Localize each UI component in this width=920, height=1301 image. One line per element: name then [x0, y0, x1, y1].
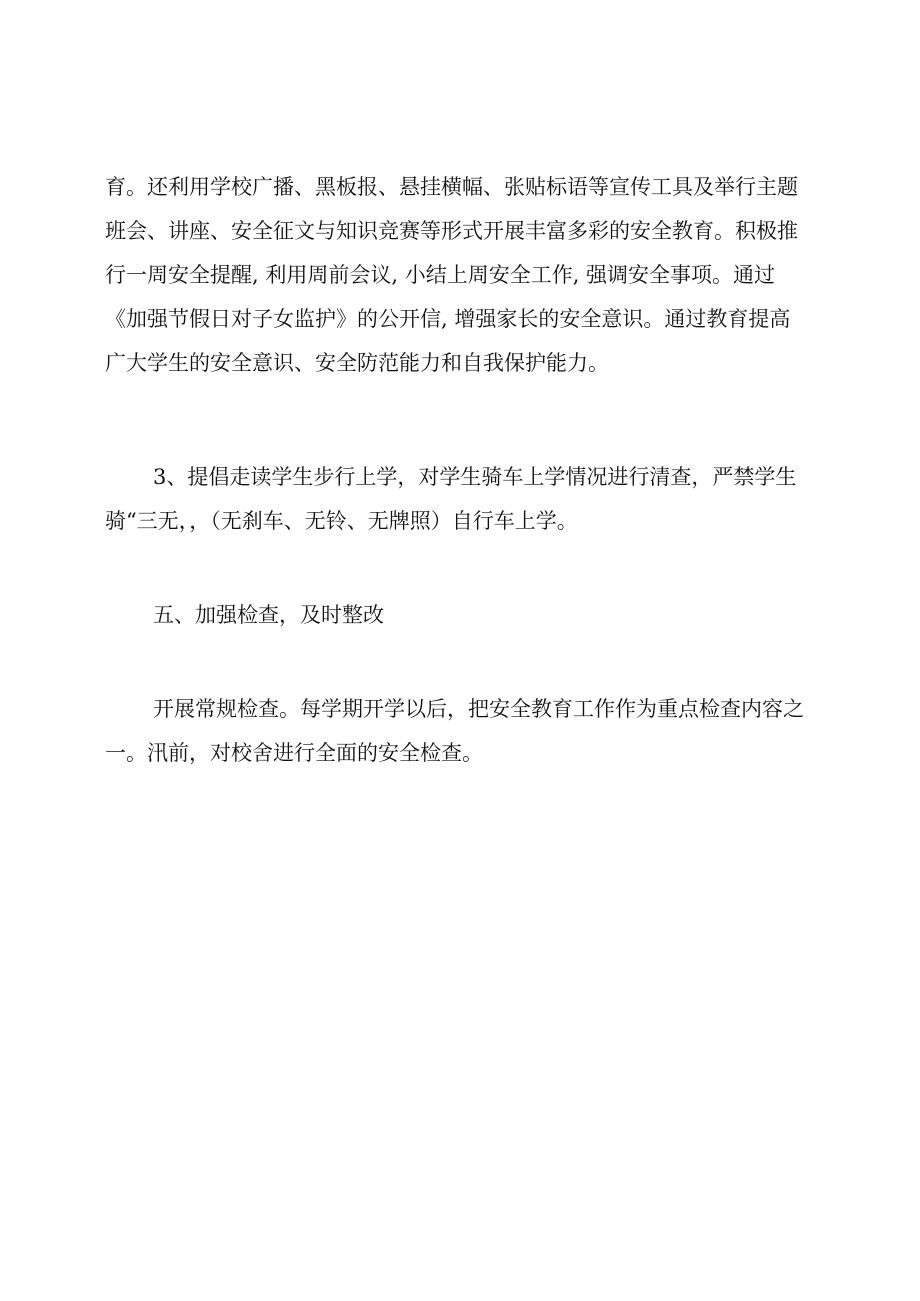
section-heading: [105, 593, 825, 637]
text-line: 《加强节假日对子女监护》的公开信, 增强家长的安全意识。通过教育提高: [105, 307, 791, 331]
paragraph-safety-education: [105, 165, 825, 385]
text-line: 育。还利用学校广播、黑板报、悬挂横幅、张贴标语等宣传工具及举行主题: [105, 175, 798, 199]
text-line: 骑“三无，，（无刹车、无铃、无牌照）自行车上学。: [105, 509, 578, 533]
text-line: 行一周安全提醒, 利用周前会议, 小结上周安全工作, 强调安全事项。通过: [105, 263, 776, 287]
section-heading-text: 五、加强检查，及时整改: [153, 603, 384, 627]
text-line: 班会、讲座、安全征文与知识竞赛等形式开展丰富多彩的安全教育。积极推: [105, 219, 798, 243]
text-line: 3、提倡走读学生步行上学，对学生骑车上学情况进行清查，严禁学生: [153, 465, 797, 489]
paragraph-routine-inspection: [105, 687, 825, 775]
paragraph-walking-to-school: [105, 455, 825, 543]
text-line: 一。汛前，对校舍进行全面的安全检查。: [105, 741, 483, 765]
text-line: 开展常规检查。每学期开学以后，把安全教育工作作为重点检查内容之: [153, 697, 804, 721]
text-line: 广大学生的安全意识、安全防范能力和自我保护能力。: [105, 351, 609, 375]
